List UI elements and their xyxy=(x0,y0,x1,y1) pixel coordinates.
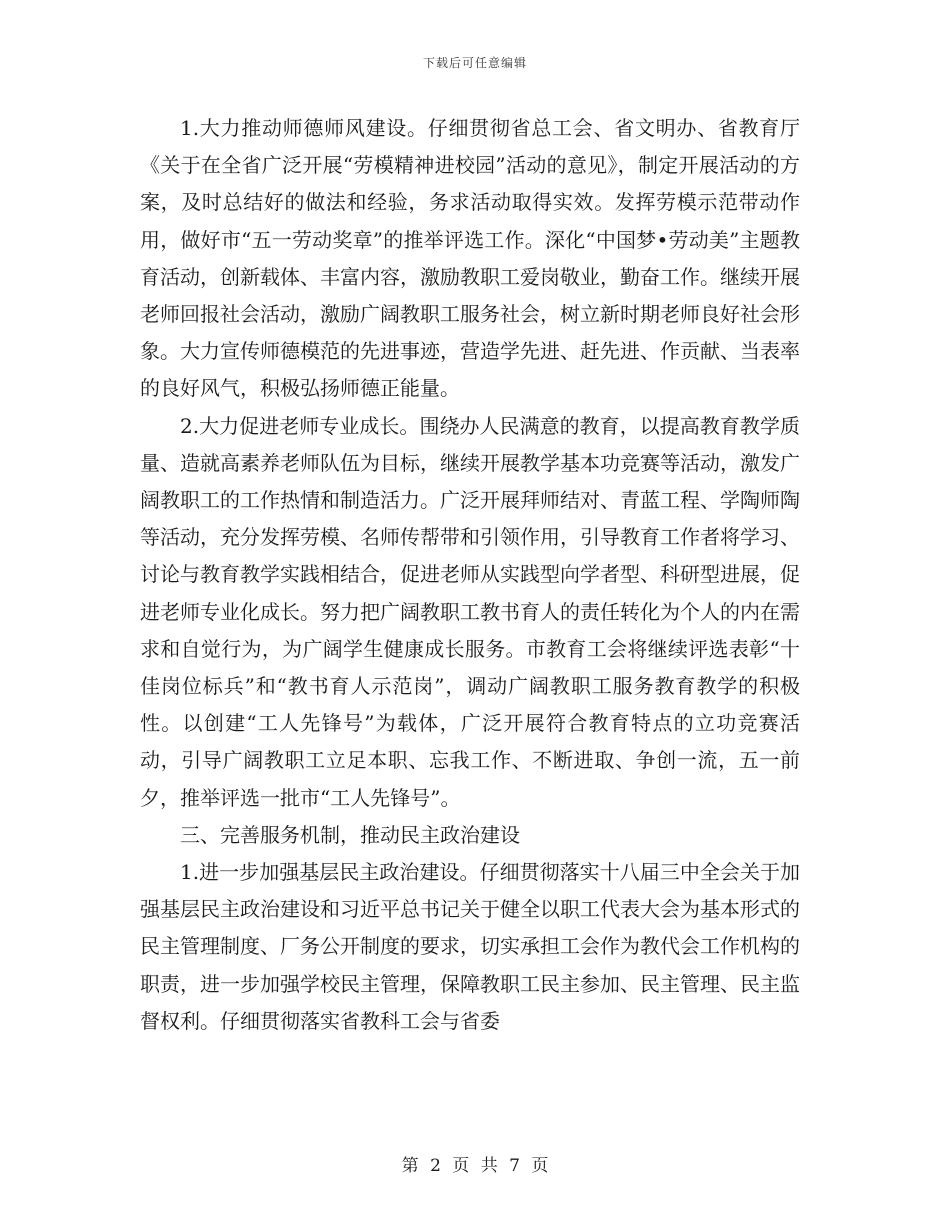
document-body xyxy=(140,110,800,1040)
page-number-footer: 第 2 页 共 7 页 xyxy=(401,1156,549,1176)
section-heading-democracy: 三、完善服务机制，推动民主政治建设 xyxy=(180,822,520,847)
paragraph-grassroots-democracy: 1.进一步加强基层民主政治建设。仔细贯彻落实十八届三中全会关于加强基层民主政治建设和习近平总书记关于健全以职工代表大会为基本形式的民主管理制度、厂务公开制度的要求，切实承担工会作为教代会工作机构的职责，进一步加强学校民主管理，保障教职工民主参加、民主管理、民主监督权利。仔细贯彻落实省教科工会与省委 xyxy=(140,860,800,1033)
page-header-note: 下载后可任意编辑 xyxy=(422,56,527,70)
paragraph-teacher-ethics: 1.大力推动师德师风建设。仔细贯彻省总工会、省文明办、省教育厅《关于在全省广泛开展“劳模精神进校园”活动的意见》，制定开展活动的方案，及时总结好的做法和经验，务求活动取得实效。发挥劳模示范带动作用，做好市“五一劳动奖章”的推举评选工作。深化“中国梦•劳动美”主题教育活动，创新载体、丰富内容，激励教职工爱岗敬业，勤奋工作。继续开展老师回报社会活动，激励广阔教职工服务社会，树立新时期老师良好社会形象。大力宣传师德模范的先进事迹，营造学先进、赶先进、作贡献、当表率的良好风气，积极弘扬师德正能量。 xyxy=(140,116,800,401)
paragraph-teacher-growth: 2.大力促进老师专业成长。围绕办人民满意的教育，以提高教育教学质量、造就高素养老师队伍为目标，继续开展教学基本功竞赛等活动，激发广阔教职工的工作热情和制造活力。广泛开展拜师结对、青蓝工程、学陶师陶等活动，充分发挥劳模、名师传帮带和引领作用，引导教育工作者将学习、讨论与教育教学实践相结合，促进老师从实践型向学者型、科研型进展，促进老师专业化成长。努力把广阔教职工教书育人的责任转化为个人的内在需求和自觉行为，为广阔学生健康成长服务。市教育工会将继续评选表彰“十佳岗位标兵”和“教书育人示范岗”，调动广阔教职工服务教育教学的积极性。以创建“工人先锋号”为载体，广泛开展符合教育特点的立功竞赛活动，引导广阔教职工立足本职、忘我工作、不断进取、争创一流，五一前夕，推举评选一批市“工人先锋号”。 xyxy=(140,413,800,810)
